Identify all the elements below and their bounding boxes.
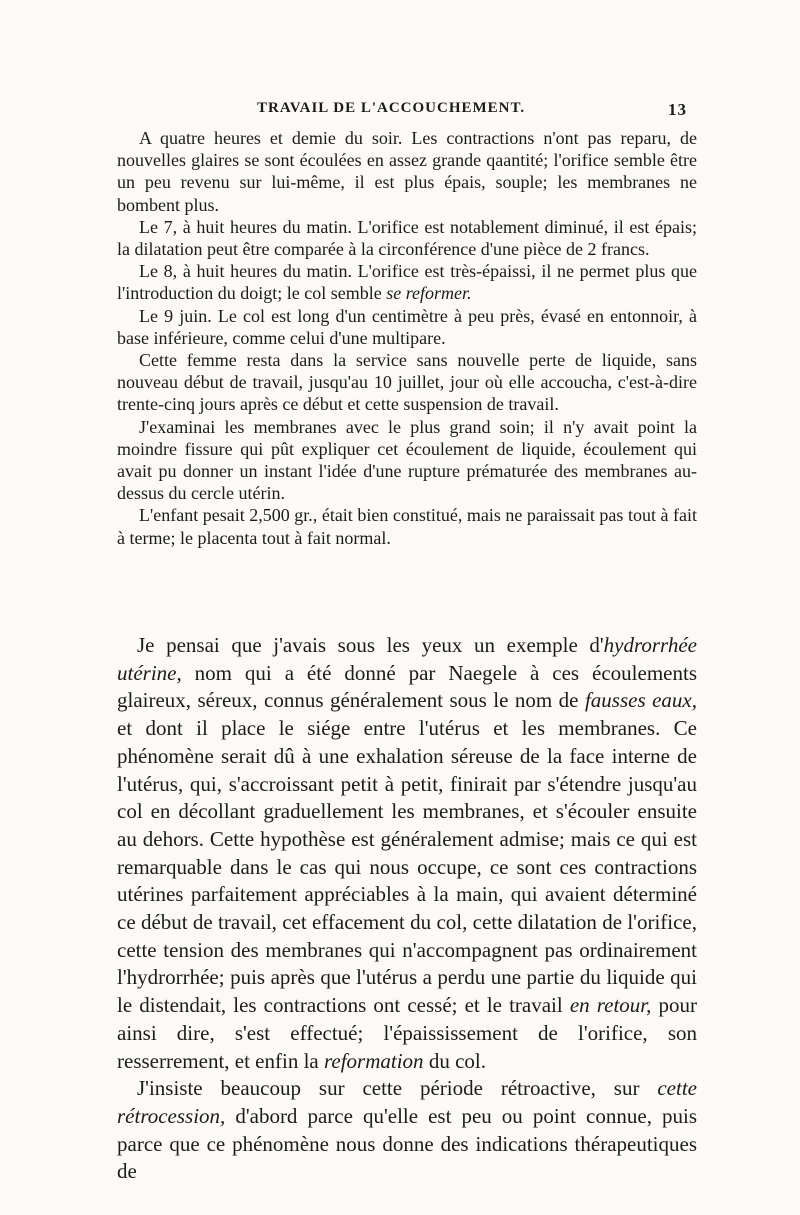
text-span: et dont il place le siége entre l'utérus et les membranes. Ce phénomène serait dû à une exhalation séreuse de la face interne de l'utérus, qui, s'accroissant petit à petit, finirait par s'étendre jusqu'au col en décollant graduellement les membranes, et s'écouler ensuite au dehors. Cette hypothèse est généralement admise; mais ce qui est remarquable dans le cas qui nous occupe, ce sont ces contractions utérines parfaitement appréciables à la main, qui avaient déterminé ce début de travail, cet effacement du col, cette dilatation de l'orifice, cette tension des membranes qui n'accompagnent pas ordinairement l'hydrorrhée; puis après que l'utérus a perdu une partie du liquide qui le distendait, les contractions ont cessé; et le travail [117, 716, 697, 1018]
text-span: d'abord parce qu'elle est peu ou point connue, puis parce que ce phénomène nous donne des indications thérapeutiques de [117, 1103, 697, 1184]
italic-text: en retour, [569, 993, 652, 1018]
paragraph [117, 1075, 697, 1186]
italic-text: reformation [324, 1048, 424, 1073]
paragraph [117, 632, 697, 1075]
paragraph: L'enfant pesait 2,500 gr., était bien constitué, mais ne paraissait pas tout à fait à terme; le placenta tout à fait normal. [117, 505, 697, 548]
italic-text: cette rétrocession, [117, 1076, 697, 1128]
paragraph: Cette femme resta dans la service sans nouvelle perte de liquide, sans nouveau début de travail, jusqu'au 10 juillet, jour où elle accoucha, c'est-à-dire trente-cinq jours après ce début et cette suspension de travail. [117, 350, 697, 415]
page-number: 13 [668, 100, 687, 119]
page-header [117, 100, 687, 122]
paragraph: J'examinai les membranes avec le plus grand soin; il n'y avait point la moindre fissure qui pût expliquer cet écoulement de liquide, écoulement qui avait pu donner un instant l'idée d'une rupture prématurée des membranes au-dessus du cercle utérin. [117, 416, 697, 504]
paragraph: Le 9 juin. Le col est long d'un centimètre à peu près, évasé en entonnoir, à base inférieure, comme celui d'une multipare. [117, 305, 697, 348]
commentary-block [117, 632, 697, 1186]
case-notes-block [117, 127, 697, 549]
paragraph: A quatre heures et demie du soir. Les contractions n'ont pas reparu, de nouvelles glaires se sont écoulées en assez grande qaantité; l'orifice semble être un peu revenu sur lui-même, il est plus épais, souple; les membranes ne bombent plus. [117, 128, 697, 215]
text-span: J'insiste beaucoup sur cette période rétroactive, sur [137, 1076, 658, 1101]
italic-text: se reformer. [386, 283, 472, 304]
paragraph: Le 7, à huit heures du matin. L'orifice est notablement diminué, il est épais; la dilatation peut être comparée à la circonférence d'une pièce de 2 francs. [117, 216, 697, 260]
text-span: pour ainsi dire, s'est effectué; l'épaississement de l'orifice, son resserrement, et enfin la [117, 993, 697, 1073]
italic-text: fausses eaux, [584, 688, 697, 713]
text-span: Je pensai que j'avais sous les yeux un exemple d' [137, 633, 604, 657]
paragraph [117, 260, 697, 304]
italic-text: hydrorrhée utérine, [117, 633, 697, 685]
text-span: du col. [423, 1048, 486, 1073]
text-span: Le 8, à huit heures du matin. L'orifice est très-épaissi, il ne permet plus que l'introduction du doigt; le col semble [117, 261, 697, 304]
running-title: TRAVAIL DE L'ACCOUCHEMENT. [257, 100, 526, 116]
text-span: nom qui a été donné par Naegele à ces écoulements glaireux, séreux, connus généralement sous le nom de [117, 660, 697, 713]
